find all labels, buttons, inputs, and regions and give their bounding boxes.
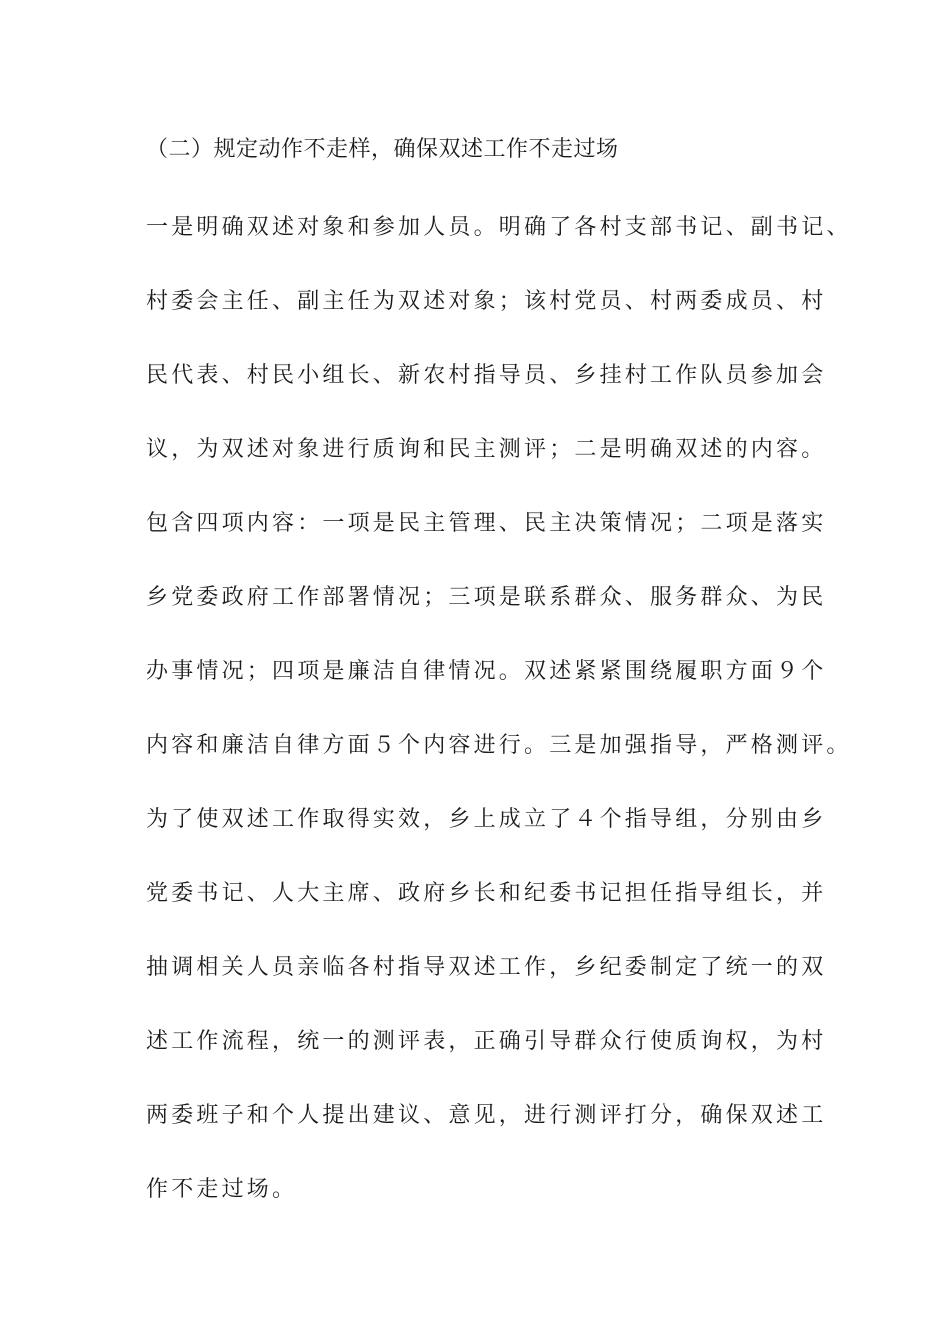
paragraph-line: 办事情况；四项是廉洁自律情况。双述紧紧围绕履职方面９个: [146, 659, 827, 684]
section-heading: （二）规定动作不走样，确保双述工作不走过场: [146, 137, 619, 162]
paragraph-line: 村委会主任、副主任为双述对象；该村党员、村两委成员、村: [146, 289, 827, 314]
paragraph-line: 抽调相关人员亲临各村指导双述工作，乡纪委制定了统一的双: [146, 955, 827, 980]
paragraph-line: 作不走过场。: [146, 1177, 298, 1202]
paragraph-line: 述工作流程，统一的测评表，正确引导群众行使质询权，为村: [146, 1029, 827, 1054]
paragraph-line: 乡党委政府工作部署情况；三项是联系群众、服务群众、为民: [146, 585, 827, 610]
paragraph-line: 包含四项内容：一项是民主管理、民主决策情况；二项是落实: [146, 511, 827, 536]
paragraph-line: 党委书记、人大主席、政府乡长和纪委书记担任指导组长，并: [146, 881, 827, 906]
paragraph-line: 一是明确双述对象和参加人员。明确了各村支部书记、副书记、: [146, 215, 852, 240]
paragraph-line: 议，为双述对象进行质询和民主测评；二是明确双述的内容。: [146, 437, 827, 462]
paragraph-line: 内容和廉洁自律方面５个内容进行。三是加强指导，严格测评。: [146, 733, 852, 758]
paragraph-line: 民代表、村民小组长、新农村指导员、乡挂村工作队员参加会: [146, 363, 827, 388]
paragraph-line: 两委班子和个人提出建议、意见，进行测评打分，确保双述工: [146, 1103, 827, 1128]
paragraph-line: 为了使双述工作取得实效，乡上成立了４个指导组，分别由乡: [146, 807, 827, 832]
